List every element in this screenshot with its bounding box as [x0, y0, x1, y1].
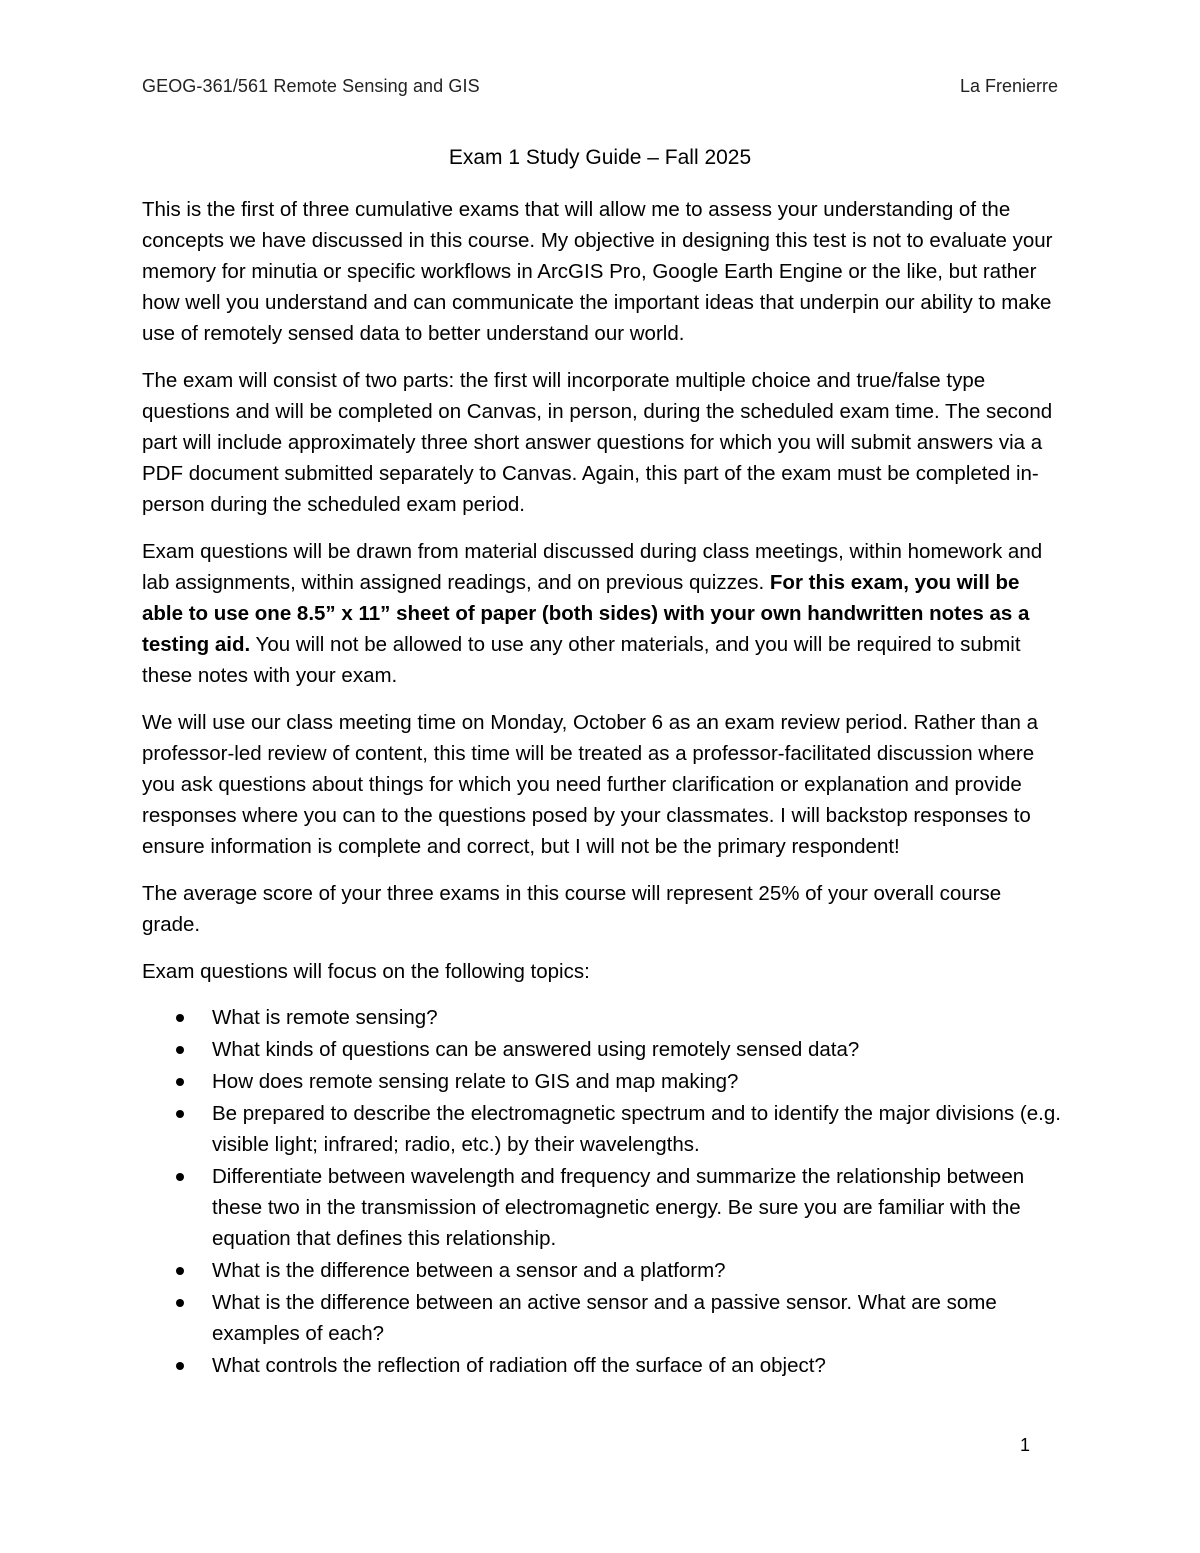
bullet-icon — [176, 1014, 184, 1022]
list-item — [142, 1002, 1062, 1033]
list-item — [142, 1255, 1062, 1286]
topic-text: What is remote sensing? — [212, 1006, 438, 1029]
paragraph-exam-material-bold: For this exam, you will be able to use one 8.5” x 11” sheet of paper (both sides) with your own handwritten notes as a testing aid. — [142, 571, 1030, 656]
list-item — [142, 1350, 1062, 1381]
page-number: 1 — [1019, 1435, 1030, 1455]
bullet-icon — [176, 1078, 184, 1086]
bullet-icon — [176, 1046, 184, 1054]
topic-text: Differentiate between wavelength and frequency and summarize the relationship between these two in the transmission of electromagnetic energy. Be sure you are familiar with the equation that defines this relationship. — [212, 1165, 1025, 1250]
topic-text: How does remote sensing relate to GIS and map making? — [212, 1070, 739, 1093]
paragraph-grading: The average score of your three exams in this course will represent 25% of your overall course grade. — [142, 882, 1002, 936]
paragraph-intro: This is the first of three cumulative exams that will allow me to assess your understanding of the concepts we have discussed in this course. My objective in designing this test is not to evaluate your memory for minutia or specific workflows in ArcGIS Pro, Google Earth Engine or the like, but rather how well you understand and can communicate the important ideas that underpin our ability to make use of remotely sensed data to better understand our world. — [142, 198, 1053, 345]
paragraph-exam-material-end: You will not be allowed to use any other materials, and you will be required to submit these notes with your exam. — [142, 633, 1021, 687]
list-item — [142, 1034, 1062, 1065]
paragraph-review-period: We will use our class meeting time on Monday, October 6 as an exam review period. Rather than a professor-led review of content, this time will be treated as a professor-facilitated discussion where you ask questions about things for which you need further clarification or explanation and provide responses where you can to the questions posed by your classmates. I will backstop responses to ensure information is complete and correct, but I will not be the primary respondent! — [142, 711, 1038, 858]
topic-text: What kinds of questions can be answered using remotely sensed data? — [212, 1038, 860, 1061]
bullet-icon — [176, 1173, 184, 1181]
topic-text: Be prepared to describe the electromagnetic spectrum and to identify the major divisions (e.g. visible light; infrared; radio, etc.) by their wavelengths. — [212, 1102, 1061, 1156]
header-author: La Frenierre — [959, 76, 1058, 96]
page-title: Exam 1 Study Guide – Fall 2025 — [448, 146, 752, 169]
bullet-icon — [176, 1299, 184, 1307]
paragraph-exam-format: The exam will consist of two parts: the first will incorporate multiple choice and true/false type questions and will be completed on Canvas, in person, during the scheduled exam time. The second part will include approximately three short answer questions for which you will submit answers via a PDF document submitted separately to Canvas. Again, this part of the exam must be completed in-person during the scheduled exam period. — [142, 369, 1053, 516]
header-course: GEOG-361/561 Remote Sensing and GIS — [142, 76, 480, 96]
topic-text: What controls the reflection of radiation off the surface of an object? — [212, 1354, 826, 1377]
bullet-icon — [176, 1362, 184, 1370]
paragraph-exam-material-start: Exam questions will be drawn from material discussed during class meetings, within homework and lab assignments, within assigned readings, and on previous quizzes. — [142, 540, 1043, 594]
bullet-icon — [176, 1110, 184, 1118]
list-item — [142, 1098, 1062, 1160]
topic-text: What is the difference between an active sensor and a passive sensor. What are some examples of each? — [212, 1291, 997, 1345]
topic-text: What is the difference between a sensor and a platform? — [212, 1259, 726, 1282]
list-item — [142, 1066, 1062, 1097]
paragraph-topics-intro: Exam questions will focus on the following topics: — [142, 960, 590, 983]
topics-list — [142, 1002, 1062, 1381]
paragraph-exam-material — [142, 536, 1062, 691]
bullet-icon — [176, 1267, 184, 1275]
list-item — [142, 1161, 1062, 1254]
document-body — [142, 194, 1062, 1382]
list-item — [142, 1287, 1062, 1349]
